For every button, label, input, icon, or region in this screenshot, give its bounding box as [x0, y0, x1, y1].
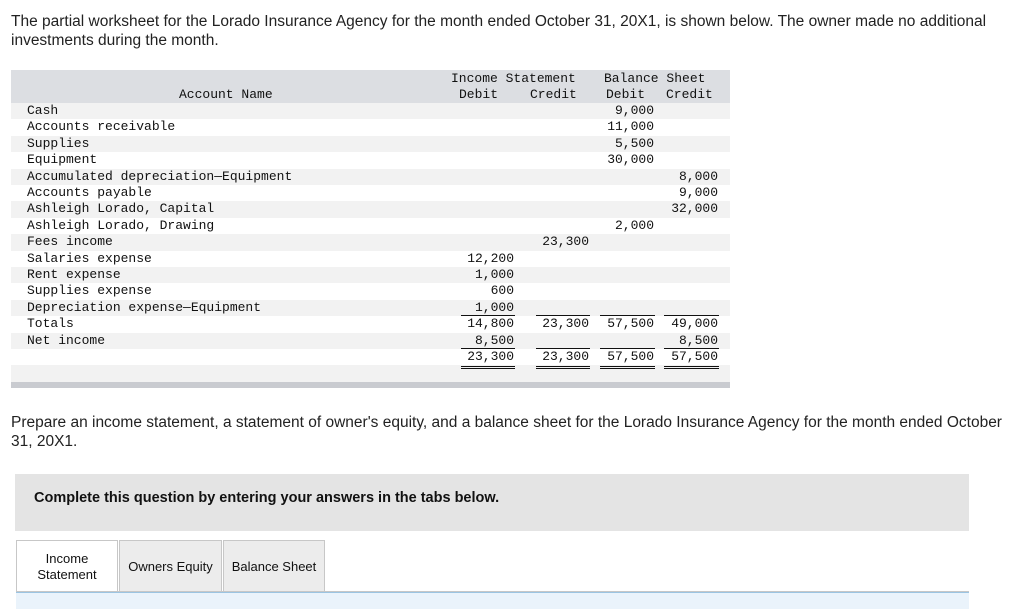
account-name: Net income	[27, 332, 106, 348]
total-rule	[664, 348, 719, 349]
is-credit-header: Credit	[530, 87, 577, 102]
cell-bs-credit: 49,000	[671, 316, 718, 332]
account-name: Ashleigh Lorado, Capital	[27, 201, 215, 217]
cell-is-credit: 23,300	[542, 349, 589, 364]
cell-is-credit: 23,300	[542, 316, 589, 332]
table-row	[11, 119, 730, 135]
cell-bs-debit: 57,500	[607, 349, 654, 364]
cell-bs-credit: 8,500	[678, 332, 718, 348]
cell-bs-credit: 32,000	[671, 201, 718, 217]
total-rule	[461, 348, 515, 349]
subtotal-rule	[461, 315, 515, 316]
income-statement-header: Income Statement	[451, 71, 576, 86]
cell-is-debit: 23,300	[467, 349, 514, 364]
question-prompt: Prepare an income statement, a statement of owner's equity, and a balance sheet for the Lorado Insurance Agency for the month ended October 31, 20X1.	[11, 414, 1002, 450]
account-name: Fees income	[27, 234, 113, 250]
subtotal-rule	[600, 315, 655, 316]
cell-bs-debit: 11,000	[607, 119, 654, 135]
tab-label: Owners Equity	[128, 558, 213, 574]
cell-is-debit: 12,200	[467, 250, 514, 266]
bs-debit-header: Debit	[606, 87, 646, 102]
account-name: Equipment	[27, 152, 98, 168]
cell-is-debit: 1,000	[474, 267, 514, 282]
table-row	[11, 136, 730, 152]
table-row	[11, 218, 730, 234]
tab-income-statement[interactable]	[16, 540, 118, 593]
double-rule	[600, 368, 655, 369]
cell-bs-credit: 8,000	[678, 168, 718, 184]
table-row	[11, 103, 730, 119]
cell-is-credit: 23,300	[542, 234, 589, 250]
cell-bs-debit: 2,000	[614, 217, 654, 233]
tab-content-area	[16, 592, 969, 609]
table-row	[11, 251, 730, 267]
account-name: Accounts payable	[27, 185, 152, 200]
cell-bs-debit: 9,000	[614, 103, 654, 118]
tab-label: Income Statement	[37, 551, 97, 582]
double-rule	[600, 366, 655, 367]
cell-is-debit: 600	[490, 283, 514, 299]
tab-owners-equity[interactable]	[119, 540, 222, 591]
worksheet-header	[11, 70, 730, 103]
double-rule	[461, 366, 515, 367]
balance-sheet-header: Balance Sheet	[604, 71, 706, 86]
table-row	[11, 267, 730, 283]
double-rule	[664, 368, 719, 369]
instruction-panel	[15, 474, 969, 531]
cell-is-debit: 8,500	[474, 332, 514, 348]
account-name: Depreciation expense—Equipment	[27, 299, 262, 315]
cell-is-debit: 1,000	[474, 299, 514, 315]
instruction-text: Complete this question by entering your answers in the tabs below.	[34, 490, 500, 506]
total-rule	[536, 348, 590, 349]
account-name-header: Account Name	[179, 87, 273, 102]
table-row	[11, 316, 730, 332]
account-name: Accounts receivable	[27, 119, 176, 135]
account-name: Cash	[27, 103, 59, 118]
total-rule	[600, 348, 655, 349]
cell-is-debit: 14,800	[467, 316, 514, 332]
account-name: Rent expense	[27, 267, 121, 282]
account-name: Accumulated depreciation—Equipment	[27, 168, 293, 184]
table-row	[11, 234, 730, 250]
account-name: Salaries expense	[27, 250, 152, 266]
double-rule	[461, 368, 515, 369]
table-row	[11, 169, 730, 185]
cell-bs-debit: 5,500	[614, 135, 654, 151]
cell-bs-credit: 9,000	[678, 185, 718, 200]
subtotal-rule	[664, 315, 719, 316]
account-name: Totals	[27, 316, 74, 332]
double-rule	[536, 368, 590, 369]
cell-bs-debit: 30,000	[607, 152, 654, 168]
account-name: Supplies	[27, 135, 90, 151]
cell-bs-debit: 57,500	[607, 316, 654, 332]
table-row	[11, 300, 730, 316]
subtotal-rule	[536, 315, 590, 316]
tab-label: Balance Sheet	[231, 558, 317, 574]
partial-worksheet	[11, 70, 730, 388]
account-name: Ashleigh Lorado, Drawing	[27, 217, 215, 233]
worksheet-footer-bar	[11, 382, 730, 388]
problem-intro: The partial worksheet for the Lorado Insurance Agency for the month ended October 31, 20X1, is shown below. The owner made no additional investments during the month.	[11, 13, 987, 49]
double-rule	[664, 366, 719, 367]
table-row	[11, 185, 730, 201]
table-row	[11, 152, 730, 168]
is-debit-header: Debit	[459, 87, 499, 102]
table-row	[11, 283, 730, 299]
tab-balance-sheet[interactable]	[223, 540, 325, 591]
cell-bs-credit: 57,500	[671, 349, 718, 364]
double-rule	[536, 366, 590, 367]
table-row	[11, 349, 730, 365]
table-row	[11, 333, 730, 349]
bs-credit-header: Credit	[666, 87, 713, 102]
account-name: Supplies expense	[27, 283, 152, 299]
table-row	[11, 201, 730, 217]
